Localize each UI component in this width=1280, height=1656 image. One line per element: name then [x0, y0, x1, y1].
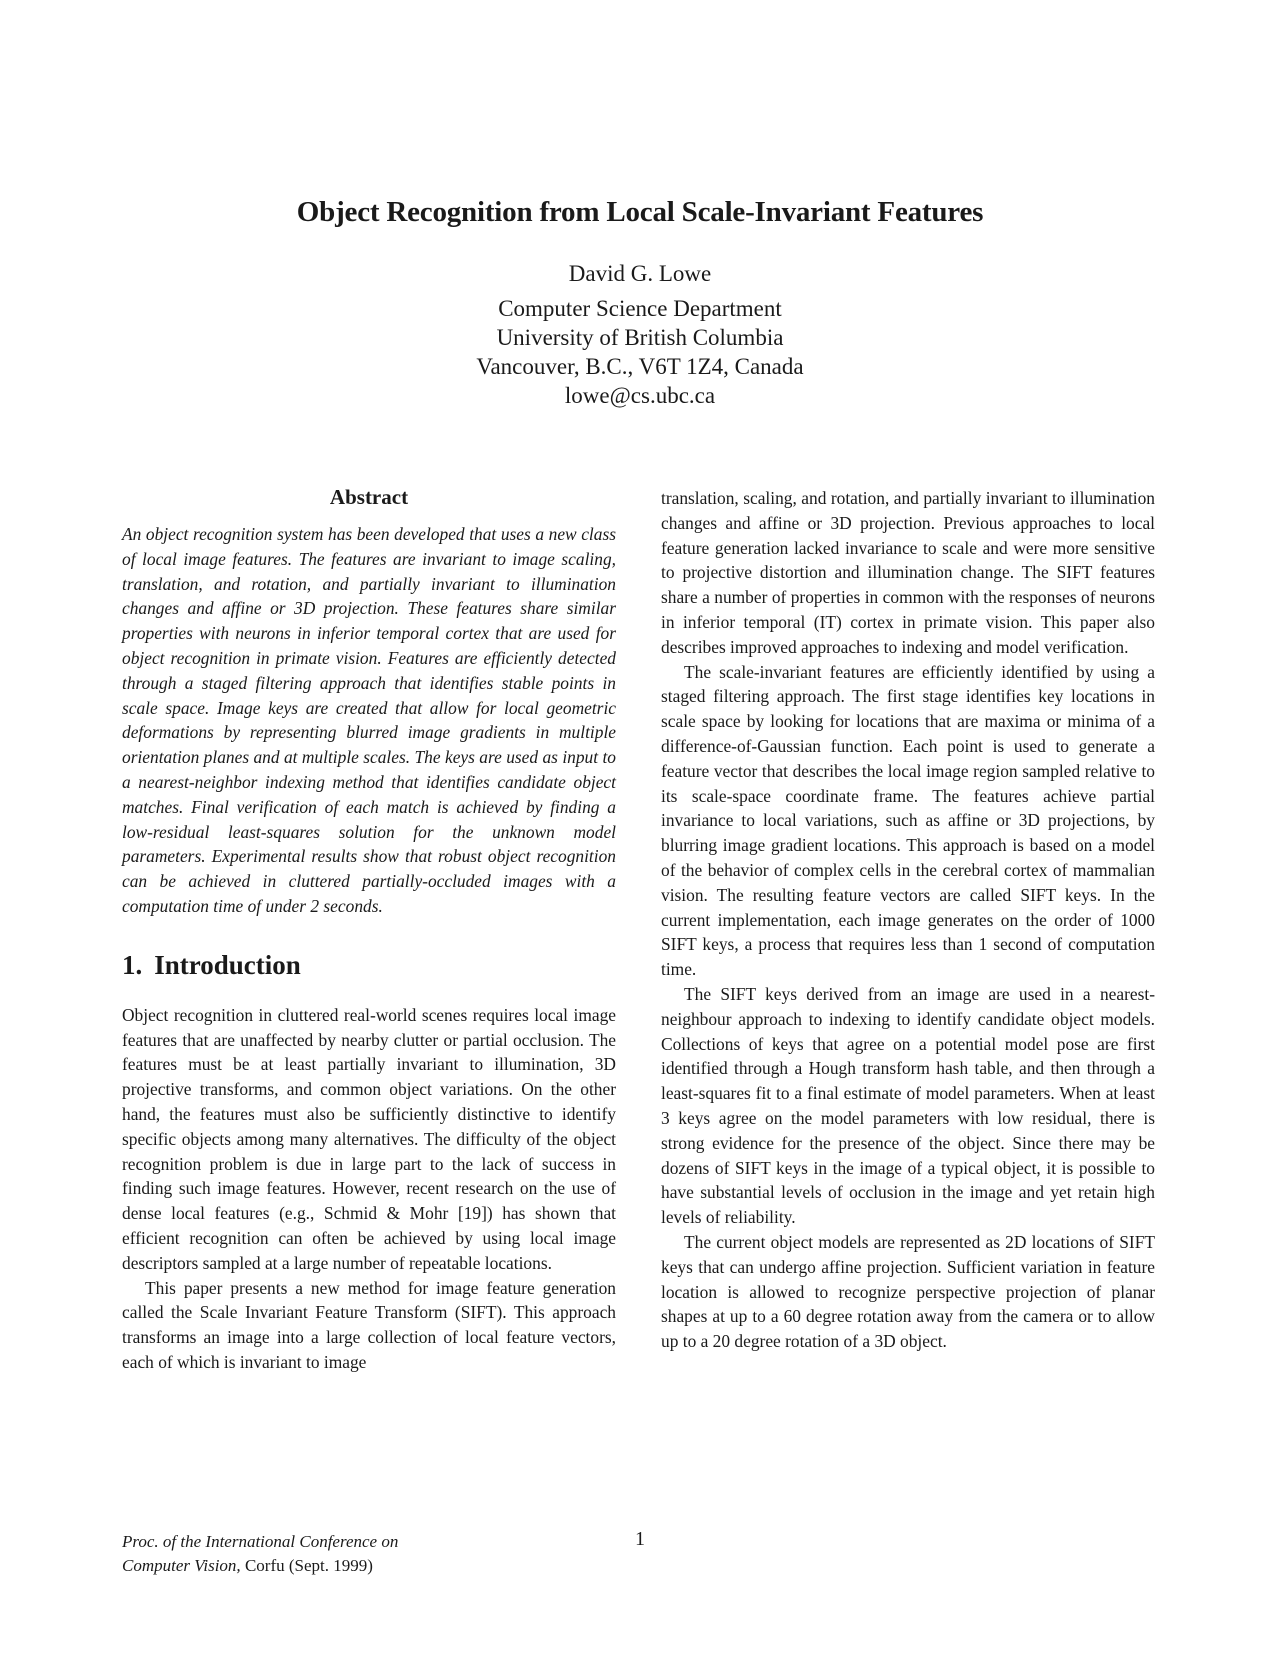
section-title: Introduction [154, 949, 301, 980]
right-column [661, 486, 1155, 1354]
footer-venue: Computer Vision, [122, 1556, 241, 1575]
intro-paragraph-4: The SIFT keys derived from an image are used in a nearest-neighbour approach to indexing to identify candidate object models. Collections of keys that agree on a potential model pose are first identified through a Hough transform hash table, and then through a least-squares fit to a final estimate of model parameters. When at least 3 keys agree on the model parameters with low residual, there is strong evidence for the presence of the object. Since there may be dozens of SIFT keys in the image of a typical object, it is possible to have substantial levels of occlusion in the image and yet retain high levels of reliability. [661, 983, 1155, 1228]
intro-paragraph-3: The scale-invariant features are efficiently identified by using a staged filtering approach. The first stage identifies key locations in scale space by looking for locations that are maxima or minima of a difference-of-Gaussian function. Each point is used to generate a feature vector that describes the local image region sampled relative to its scale-space coordinate frame. The features achieve partial invariance to local variations, such as affine or 3D projections, by blurring image gradient locations. This approach is based on a model of the behavior of complex cells in the cerebral cortex of mammalian vision. The resulting feature vectors are called SIFT keys. In the current implementation, each image generates on the order of 1000 SIFT keys, a process that requires less than 1 second of computation time. [661, 661, 1155, 980]
footer-location-date: Corfu (Sept. 1999) [240, 1556, 373, 1575]
affiliation-university: University of British Columbia [496, 325, 784, 350]
section-heading-introduction [122, 949, 616, 981]
left-column [122, 484, 616, 1375]
abstract-text: An object recognition system has been developed that uses a new class of local image features. The features are invariant to image scaling, translation, and rotation, and partially invariant to illumination changes and affine or 3D projection. These features share similar properties with neurons in inferior temporal cortex that are used for object recognition in primate vision. Features are efficiently detected through a staged filtering approach that identifies stable points in scale space. Image keys are created that allow for local geometric deformations by representing blurred image gradients in multiple orientation planes and at multiple scales. The keys are used as input to a nearest-neighbor indexing method that identifies candidate object matches. Final verification of each match is achieved by finding a low-residual least-squares solution for the unknown model parameters. Experimental results show that robust object recognition can be achieved in cluttered partially-occluded images with a computation time of under 2 seconds. [122, 524, 616, 916]
title-block [0, 196, 1280, 410]
affiliation [0, 294, 1280, 410]
affiliation-department: Computer Science Department [498, 296, 782, 321]
intro-paragraph-2: This paper presents a new method for image feature generation called the Scale Invariant Feature Transform (SIFT). This approach transforms an image into a large collection of local feature vectors, each of which is invariant to image [122, 1277, 616, 1372]
affiliation-address: Vancouver, B.C., V6T 1Z4, Canada [476, 354, 804, 379]
author-email: lowe@cs.ubc.ca [564, 383, 716, 408]
author-name: David G. Lowe [568, 261, 712, 286]
page-number: 1 [635, 1528, 645, 1550]
abstract-heading: Abstract [329, 485, 409, 509]
footer-proc-line-2 [122, 1554, 398, 1578]
intro-paragraph-2-continued: translation, scaling, and rotation, and partially invariant to illumination changes and affine or 3D projection. Previous approaches to local feature generation lacked invariance to scale and were more sensitive to projective distortion and illumination change. The SIFT features share a number of properties in common with the responses of neurons in inferior temporal (IT) cortex in primate vision. This paper also describes improved approaches to indexing and model verification. [661, 488, 1155, 657]
section-number: 1. [122, 949, 143, 980]
footer-proc-line-1: Proc. of the International Conference on [122, 1532, 399, 1551]
intro-paragraph-5: The current object models are represented as 2D locations of SIFT keys that can undergo affine projection. Sufficient variation in feature location is allowed to recognize perspective projection of planar shapes at up to a 60 degree rotation away from the camera or to allow up to a 20 degree rotation of a 3D object. [661, 1231, 1155, 1352]
footer-citation [122, 1530, 398, 1578]
intro-paragraph-1: Object recognition in cluttered real-world scenes requires local image features that are unaffected by nearby clutter or partial occlusion. The features must be at least partially invariant to illumination, 3D projective transforms, and common object variations. On the other hand, the features must also be sufficiently distinctive to identify specific objects among many alternatives. The difficulty of the object recognition problem is due in large part to the lack of success in finding such image features. However, recent research on the use of dense local features (e.g., Schmid & Mohr [19]) has shown that efficient recognition can often be achieved by using local image descriptors sampled at a large number of repeatable locations. [122, 1004, 616, 1273]
paper-title: Object Recognition from Local Scale-Invariant Features [296, 196, 984, 228]
